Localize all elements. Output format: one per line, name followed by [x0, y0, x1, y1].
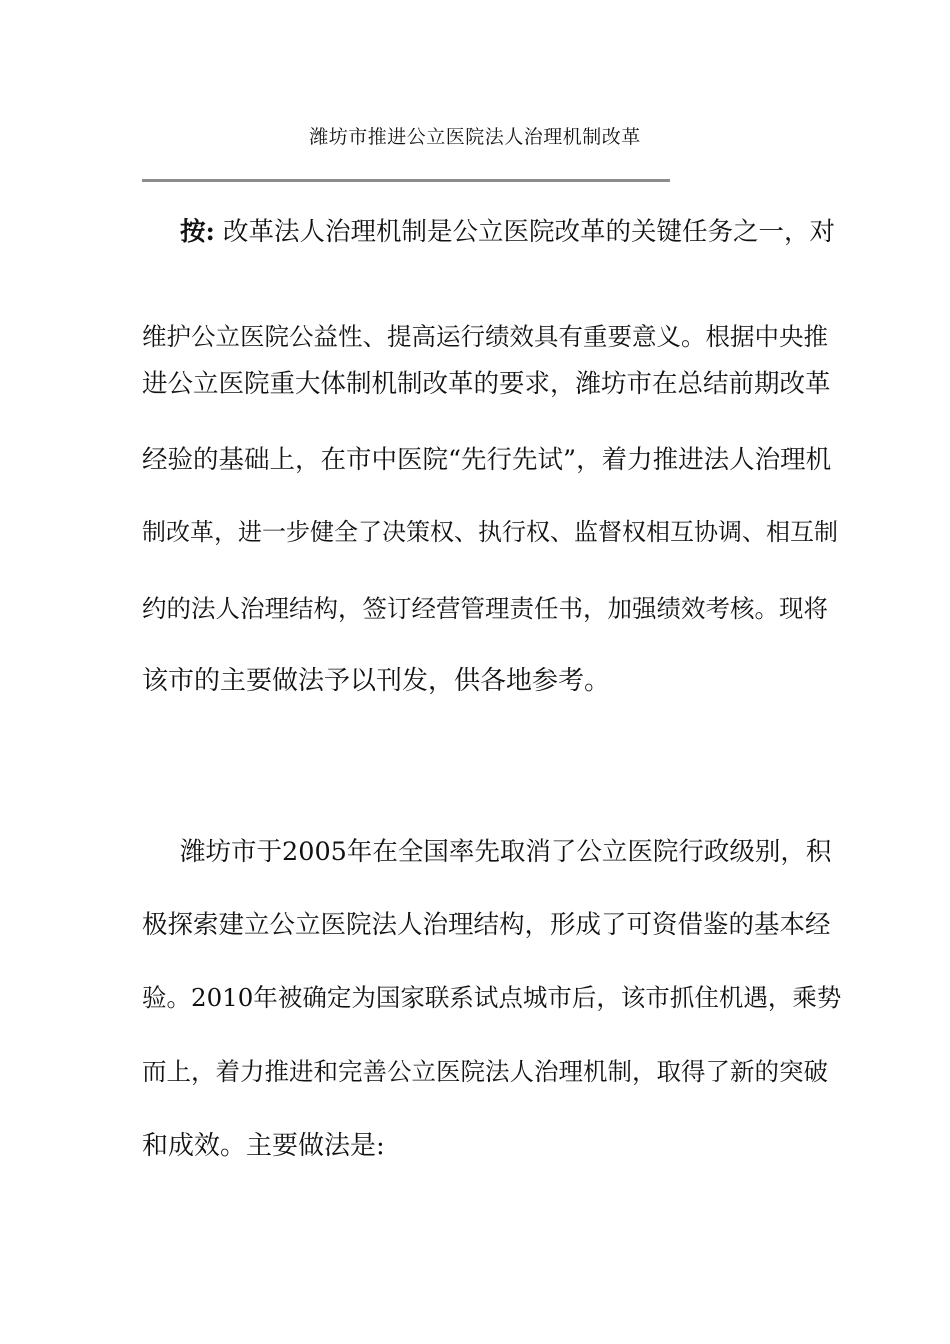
document-title: 潍坊市推进公立医院法人治理机制改革: [309, 126, 641, 148]
editor-note-line-3: 进公立医院重大体制机制改革的要求，潍坊市在总结前期改革: [142, 369, 831, 399]
body-line-4: 而上，着力推进和完善公立医院法人治理机制，取得了新的突破: [142, 1057, 828, 1086]
body-line-2: 极探索建立公立医院法人治理结构，形成了可资借鉴的基本经: [142, 910, 831, 940]
editor-note-line-1-text: 改革法人治理机制是公立医院改革的关键任务之一，对: [223, 217, 836, 247]
body-line-5: 和成效。主要做法是:: [142, 1131, 385, 1161]
editor-note-line-7: 该市的主要做法予以刊发，供各地参考。: [142, 666, 611, 696]
editor-note-line-6: 约的法人治理结构，签订经营管理责任书，加强绩效考核。现将: [142, 594, 828, 623]
editor-note-label: 按:: [180, 217, 215, 247]
editor-note-line-4: 经验的基础上，在市中医院“先行先试”，着力推进法人治理机: [142, 445, 832, 475]
editor-note-line-2: 维护公立医院公益性、提高运行绩效具有重要意义。根据中央推: [142, 322, 828, 351]
editor-note-line-5: 制改革，进一步健全了决策权、执行权、监督权相互协调、相互制: [142, 518, 838, 546]
body-line-3: 验。2010年被确定为国家联系试点城市后，该市抓住机遇，乘势: [142, 983, 842, 1012]
title-divider: [142, 179, 670, 182]
editor-note-line-1: [180, 212, 835, 252]
body-line-1: 潍坊市于2005年在全国率先取消了公立医院行政级别，积: [180, 837, 832, 867]
